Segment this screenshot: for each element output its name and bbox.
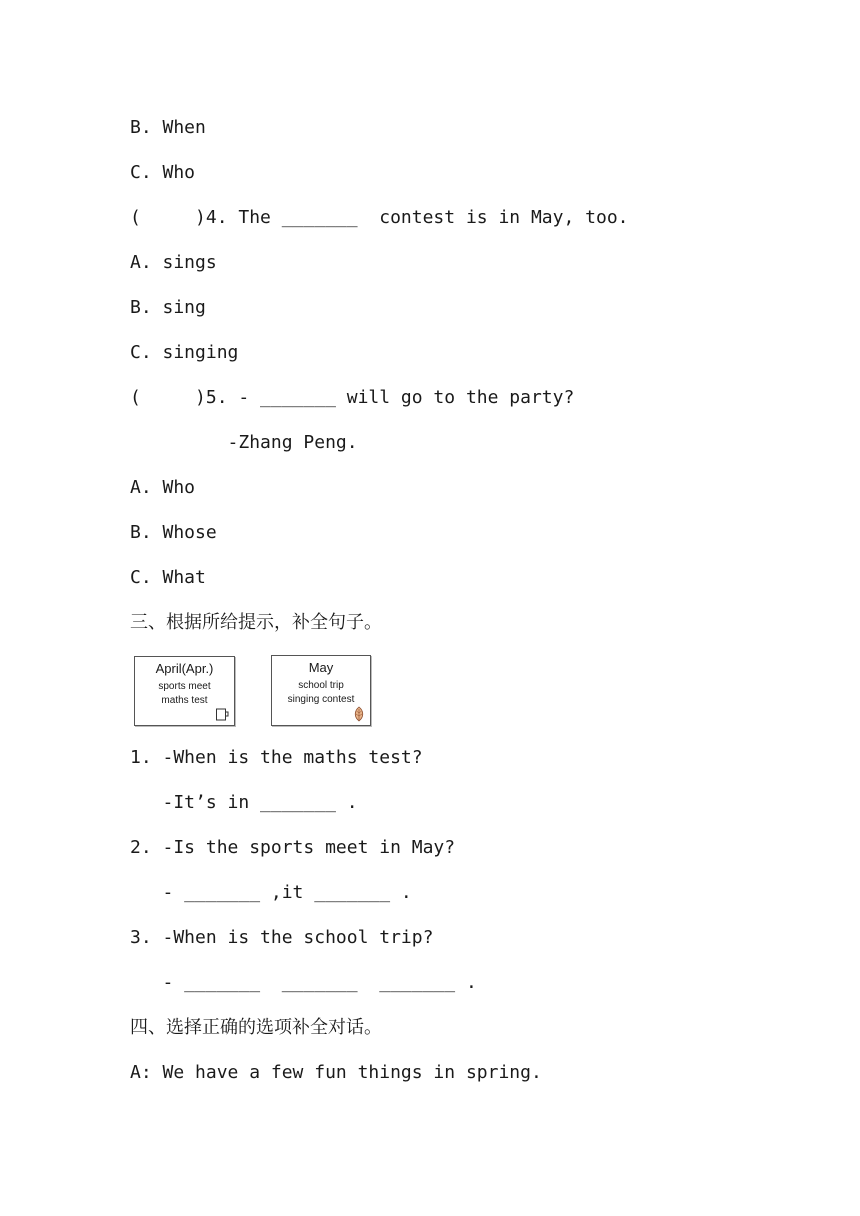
option-b-when: B. When xyxy=(130,117,206,138)
fill-question-3: 3. -When is the school trip? xyxy=(130,927,434,948)
option-b-sing: B. sing xyxy=(130,297,206,318)
cup-icon xyxy=(215,706,231,722)
option-c-who: C. Who xyxy=(130,162,196,183)
card-april xyxy=(134,656,235,726)
question-5-answer: -Zhang Peng. xyxy=(130,432,358,453)
fill-answer-2: - _______ ,it _______ . xyxy=(130,882,412,903)
card-may-title: May xyxy=(308,660,334,675)
question-5: ( )5. - _______ will go to the party? xyxy=(130,387,575,408)
section-4-heading: 四、选择正确的选项补全对话。 xyxy=(130,1017,382,1038)
fill-question-1: 1. -When is the maths test? xyxy=(130,747,423,768)
dialogue-line-a: A: We have a few fun things in spring. xyxy=(130,1062,542,1083)
option-c-what: C. What xyxy=(130,567,206,588)
fill-answer-1: -It’s in _______ . xyxy=(130,792,358,813)
leaf-icon xyxy=(351,706,367,722)
card-april-item-1: sports meet xyxy=(158,681,211,692)
card-may-item-1: school trip xyxy=(298,680,344,691)
card-may xyxy=(271,655,371,726)
option-a-who: A. Who xyxy=(130,477,196,498)
card-may-item-2: singing contest xyxy=(287,694,355,705)
option-c-singing: C. singing xyxy=(130,342,239,363)
section-3-heading: 三、根据所给提示，补全句子。 xyxy=(130,612,382,633)
option-a-sings: A. sings xyxy=(130,252,217,273)
card-april-title: April(Apr.) xyxy=(155,661,214,676)
question-4: ( )4. The _______ contest is in May, too. xyxy=(130,207,629,228)
fill-question-2: 2. -Is the sports meet in May? xyxy=(130,837,456,858)
fill-answer-3: - _______ _______ _______ . xyxy=(130,972,477,993)
card-april-item-2: maths test xyxy=(161,695,208,706)
option-b-whose: B. Whose xyxy=(130,522,217,543)
